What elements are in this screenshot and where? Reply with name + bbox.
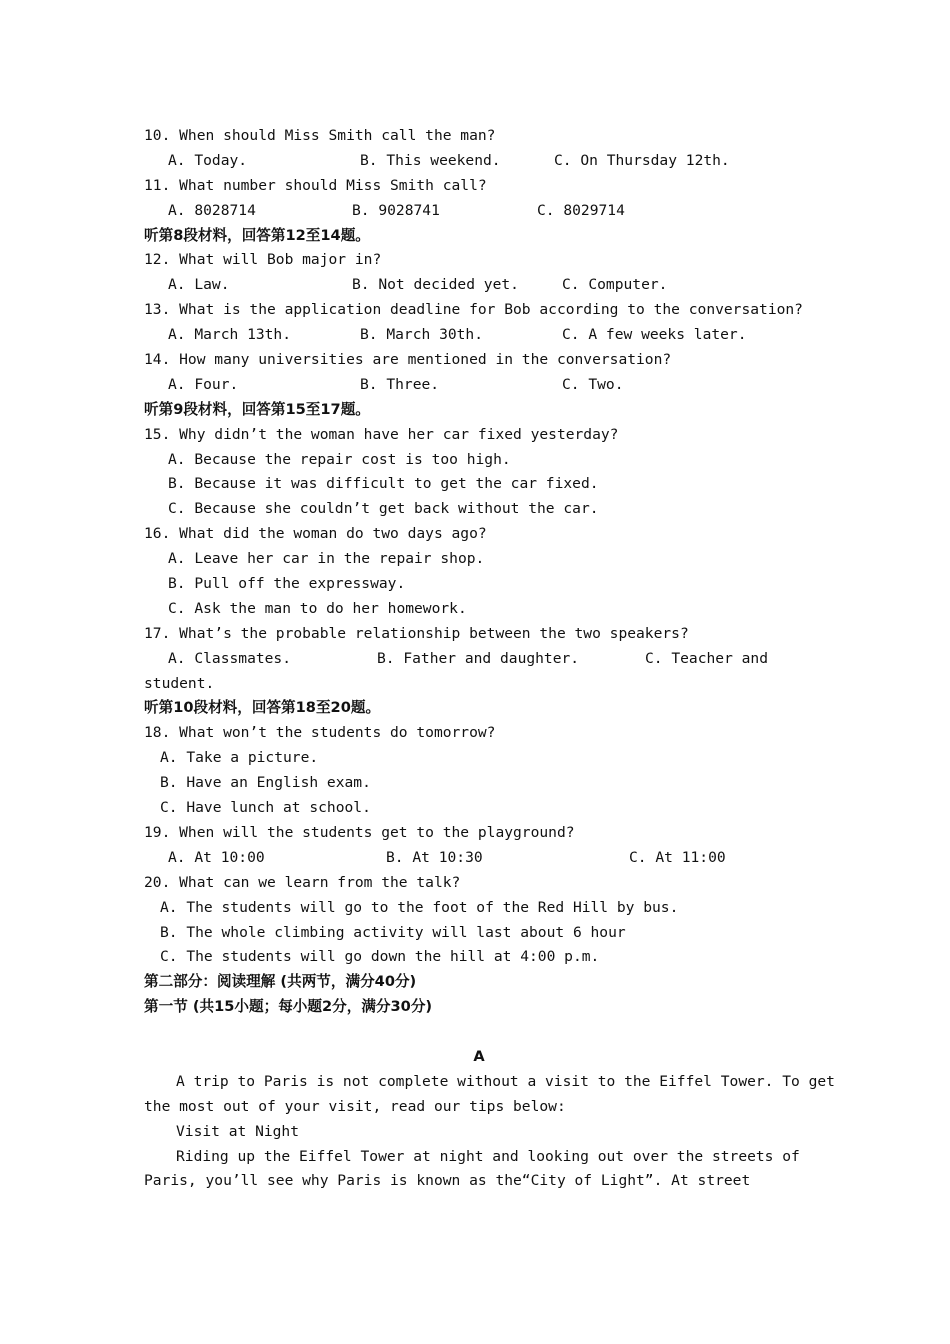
- section-8-heading: 听第8段材料，回答第12至14题。: [144, 226, 370, 244]
- question-12-options: [144, 273, 814, 298]
- section-9-heading: 听第9段材料，回答第15至17题。: [144, 400, 370, 418]
- q17-option-c-wrap: student.: [144, 674, 215, 692]
- part-2-section-1-heading: 第一节 (共15小题；每小题2分，满分30分): [144, 998, 433, 1016]
- question-17: 17. What’s the probable relationship between the two speakers?: [144, 624, 689, 642]
- passage-intro-line-2: the most out of your visit, read our tips below:: [144, 1097, 566, 1115]
- q16-option-b: B. Pull off the expressway.: [168, 575, 406, 593]
- q12-option-c: C. Computer.: [562, 276, 668, 294]
- q19-option-c: C. At 11:00: [629, 848, 726, 866]
- passage-letter: A: [473, 1047, 485, 1065]
- q17-option-c: C. Teacher and: [645, 649, 769, 667]
- question-14-options: [144, 373, 814, 398]
- q17-option-b: B. Father and daughter.: [377, 649, 580, 667]
- q18-option-c: C. Have lunch at school.: [160, 799, 371, 817]
- passage-body-line-2: Paris, you’ll see why Paris is known as the“City of Light”. At street: [144, 1172, 751, 1190]
- q20-option-c: C. The students will go down the hill at 4:00 p.m.: [160, 948, 600, 966]
- q19-option-b: B. At 10:30: [386, 848, 483, 866]
- q11-option-c: C. 8029714: [537, 201, 625, 219]
- question-17-options: [144, 647, 814, 672]
- question-13: 13. What is the application deadline for Bob according to the conversation?: [144, 301, 803, 319]
- spacer: [144, 1020, 814, 1045]
- question-14: 14. How many universities are mentioned in the conversation?: [144, 351, 672, 369]
- passage-intro-line-1: A trip to Paris is not complete without a visit to the Eiffel Tower. To get: [176, 1072, 835, 1090]
- question-19-options: [144, 846, 814, 871]
- q20-option-a: A. The students will go to the foot of the Red Hill by bus.: [160, 898, 679, 916]
- question-11-options: [144, 199, 814, 224]
- q16-option-c: C. Ask the man to do her homework.: [168, 599, 467, 617]
- q11-option-b: B. 9028741: [352, 201, 440, 219]
- q15-option-a: A. Because the repair cost is too high.: [168, 450, 511, 468]
- q15-option-c: C. Because she couldn’t get back without the car.: [168, 500, 599, 518]
- question-12: 12. What will Bob major in?: [144, 251, 382, 269]
- q10-option-b: B. This weekend.: [360, 151, 501, 169]
- q15-option-b: B. Because it was difficult to get the car fixed.: [168, 475, 599, 493]
- exam-content: [144, 124, 835, 1194]
- q14-option-c: C. Two.: [562, 375, 624, 393]
- q10-option-c: C. On Thursday 12th.: [554, 151, 730, 169]
- question-16: 16. What did the woman do two days ago?: [144, 525, 487, 543]
- q16-option-a: A. Leave her car in the repair shop.: [168, 550, 485, 568]
- q20-option-b: B. The whole climbing activity will last about 6 hour: [160, 923, 626, 941]
- q17-option-a: A. Classmates.: [168, 649, 292, 667]
- section-10-heading: 听第10段材料，回答第18至20题。: [144, 699, 381, 717]
- passage-subheading: Visit at Night: [176, 1122, 300, 1140]
- question-18: 18. What won’t the students do tomorrow?: [144, 724, 496, 742]
- q13-option-a: A. March 13th.: [168, 326, 292, 344]
- q18-option-b: B. Have an English exam.: [160, 774, 371, 792]
- question-19: 19. When will the students get to the playground?: [144, 823, 575, 841]
- question-11: 11. What number should Miss Smith call?: [144, 176, 487, 194]
- q19-option-a: A. At 10:00: [168, 848, 265, 866]
- q11-option-a: A. 8028714: [168, 201, 256, 219]
- question-20: 20. What can we learn from the talk?: [144, 873, 461, 891]
- q13-option-b: B. March 30th.: [360, 326, 484, 344]
- q13-option-c: C. A few weeks later.: [562, 326, 747, 344]
- passage-body-line-1: Riding up the Eiffel Tower at night and looking out over the streets of: [176, 1147, 800, 1165]
- question-13-options: [144, 323, 814, 348]
- question-10-options: [144, 149, 814, 174]
- q14-option-a: A. Four.: [168, 375, 239, 393]
- question-15: 15. Why didn’t the woman have her car fixed yesterday?: [144, 425, 619, 443]
- q10-option-a: A. Today.: [168, 151, 248, 169]
- question-10: 10. When should Miss Smith call the man?: [144, 127, 496, 144]
- q12-option-a: A. Law.: [168, 276, 230, 294]
- q14-option-b: B. Three.: [360, 375, 440, 393]
- part-2-heading: 第二部分：阅读理解 (共两节，满分40分): [144, 973, 417, 991]
- q12-option-b: B. Not decided yet.: [352, 276, 519, 294]
- q18-option-a: A. Take a picture.: [160, 749, 319, 767]
